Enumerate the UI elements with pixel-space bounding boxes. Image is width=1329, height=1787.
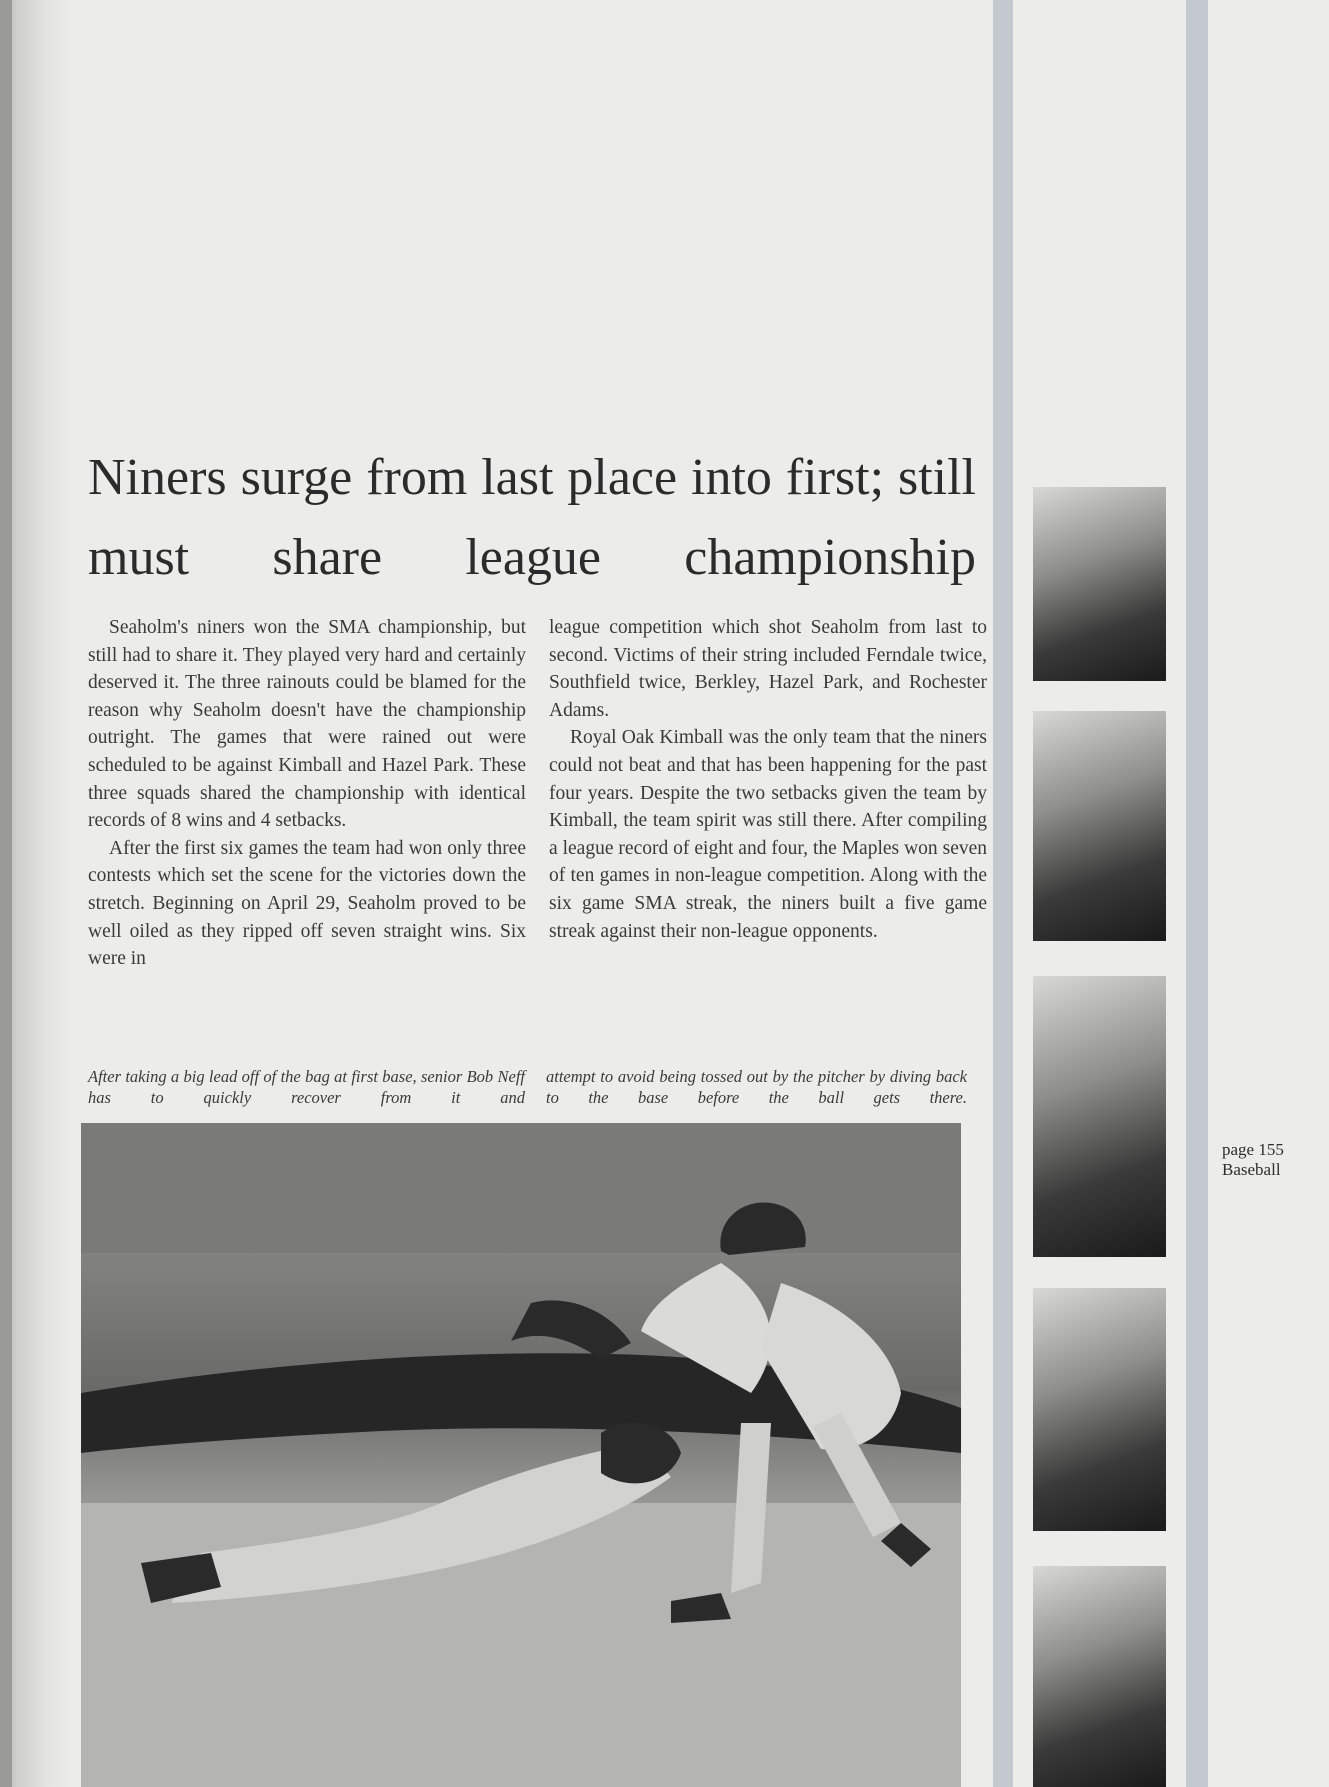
photo-caption-left: After taking a big lead off of the bag at first base, senior Bob Neff has to quickly recover from it and: [88, 1067, 525, 1107]
photo-caption-right: attempt to avoid being tossed out by the pitcher by diving back to the base before the ball gets there.: [546, 1067, 967, 1107]
baseball-action-photo: [81, 1123, 961, 1787]
body-paragraph: Seaholm's niners won the SMA championship, but still had to share it. They played very hard and certainly deserved it. The three rainouts could be blamed for the reason why Seaholm doesn't have the championship outright. The games that were rained out were scheduled to be against Kimball and Hazel Park. These three squads shared the championship with identical records of 8 wins and 4 setbacks.: [88, 617, 526, 832]
section-name: Baseball: [1222, 1160, 1281, 1179]
player-portrait-photo: [1033, 976, 1166, 1257]
player-portrait-photo: [1033, 487, 1166, 681]
body-paragraph: Royal Oak Kimball was the only team that the niners could not beat and that has been happening for the past four years. Despite the two setbacks given the team by Kimball, the team spirit was still there. After compiling a league record of eight and four, the Maples won seven of ten games in non-league competition. Along with the six game SMA streak, the niners built a five game streak against their non-league opponents.: [549, 727, 987, 942]
player-portrait-photo: [1033, 711, 1166, 941]
baseball-action-photo-illustration: [81, 1123, 961, 1787]
decorative-stripe: [1186, 0, 1208, 1787]
body-paragraph: league competition which shot Seaholm from last to second. Victims of their string included Ferndale twice, Southfield twice, Berkley, Hazel Park, and Rochester Adams.: [549, 617, 987, 721]
player-portrait-photo: [1033, 1288, 1166, 1531]
body-column-right: [549, 614, 987, 945]
headline: Niners surge from last place into first; still must share league championship: [88, 449, 976, 586]
decorative-stripe: [993, 0, 1013, 1787]
binding-edge: [0, 0, 12, 1787]
page-folio: [1222, 1140, 1322, 1180]
page-number: page 155: [1222, 1140, 1284, 1159]
body-paragraph: After the first six games the team had won only three contests which set the scene for the victories down the stretch. Beginning on April 29, Seaholm proved to be well oiled as they ripped off seven straight wins. Six were in: [88, 837, 526, 970]
player-portrait-photo: [1033, 1566, 1166, 1787]
body-column-left: [88, 614, 526, 973]
